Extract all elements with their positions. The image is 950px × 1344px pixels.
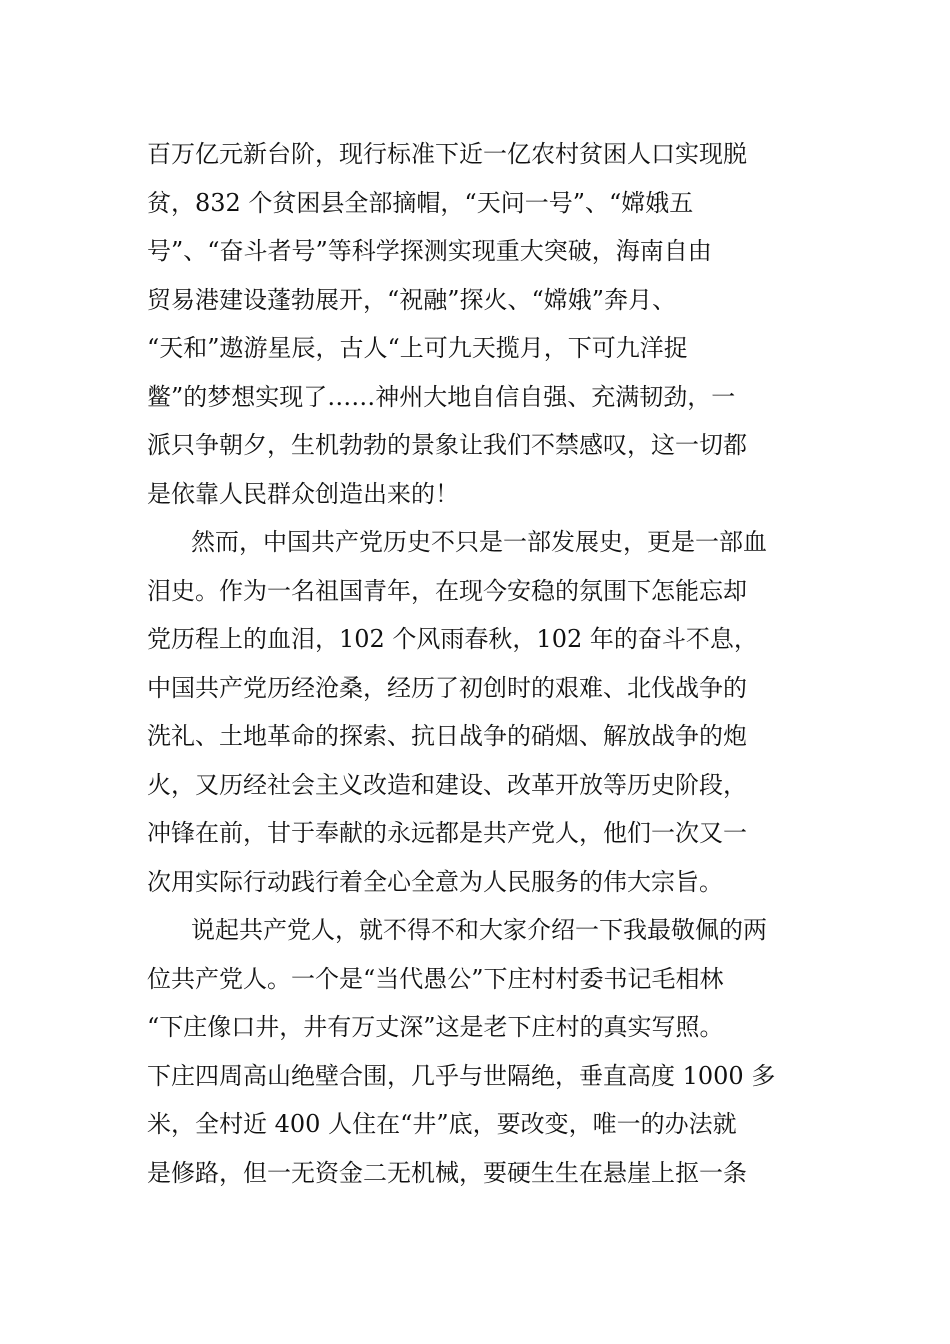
text-line: 贸易港建设蓬勃展开，“祝融”探火、“嫦娥”奔月、 (147, 285, 677, 314)
text-line: 派只争朝夕，生机勃勃的景象让我们不禁感叹，这一切都 (147, 431, 747, 459)
text-line: 是修路，但一无资金二无机械，要硬生生在悬崖上抠一条 (147, 1158, 747, 1187)
text-line: 泪史。作为一名祖国青年，在现今安稳的氛围下怎能忘却 (147, 576, 747, 605)
text-line: 洗礼、土地革命的探索、抗日战争的硝烟、解放战争的炮 (147, 722, 747, 750)
body-text (147, 130, 807, 1197)
paragraph-first-line: 然而，中国共产党历史不只是一部发展史，更是一部血 (191, 528, 767, 556)
text-line: 是依靠人民群众创造出来的！ (147, 479, 459, 508)
text-line: 中国共产党历经沧桑，经历了初创时的艰难、北伐战争的 (147, 673, 747, 702)
paragraph-first-line: 说起共产党人，就不得不和大家介绍一下我最敬佩的两 (191, 916, 767, 944)
text-line: 米，全村近 400 人住在“井”底，要改变，唯一的办法就 (147, 1110, 737, 1138)
text-line: 位共产党人。一个是“当代愚公”下庄村村委书记毛相林 (147, 964, 724, 993)
text-line: 党历程上的血泪，102 个风雨春秋，102 年的奋斗不息， (147, 625, 758, 653)
text-line: 贫，832 个贫困县全部摘帽，“天问一号”、“嫦娥五 (147, 188, 694, 217)
text-line: 冲锋在前，甘于奉献的永远都是共产党人，他们一次又一 (147, 819, 747, 847)
text-line: 鳖”的梦想实现了……神州大地自信自强、充满韧劲，一 (147, 382, 736, 411)
text-line: 次用实际行动践行着全心全意为人民服务的伟大宗旨。 (147, 867, 723, 896)
text-line: 号”、“奋斗者号”等科学探测实现重大突破，海南自由 (147, 237, 712, 265)
text-line: “天和”遨游星辰，古人“上可九天揽月，下可九洋捉 (147, 334, 688, 362)
text-line: 百万亿元新台阶，现行标准下近一亿农村贫困人口实现脱 (147, 140, 747, 168)
text-line: 下庄四周高山绝壁合围，几乎与世隔绝，垂直高度 1000 多 (147, 1061, 776, 1090)
text-line: “下庄像口井，井有万丈深”这是老下庄村的真实写照。 (147, 1013, 724, 1041)
text-line: 火，又历经社会主义改造和建设、改革开放等历史阶段， (147, 770, 747, 799)
